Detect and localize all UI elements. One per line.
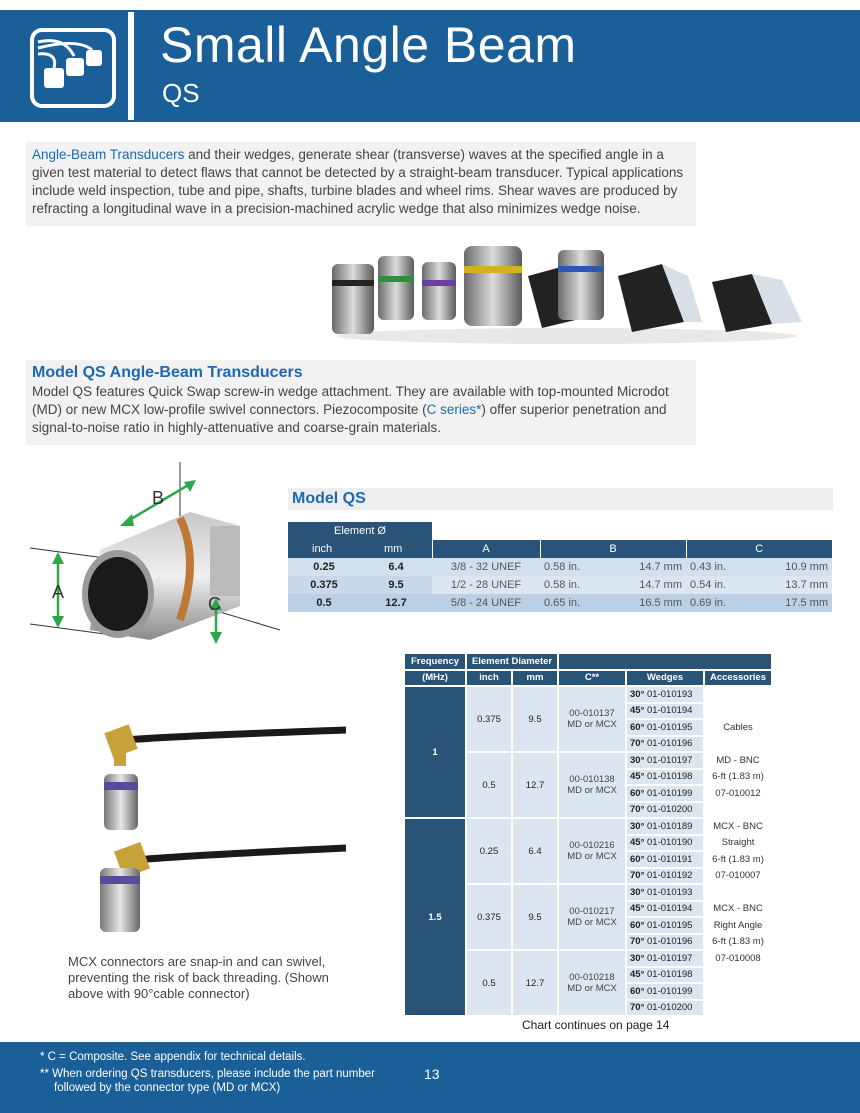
connector-type: MD or MCX [567,917,617,928]
part-number: 00-010217 [569,906,615,917]
intro-paragraph [26,142,696,226]
wedge-angle: 60° [630,985,645,997]
table-row [288,576,832,594]
cell-inch: 0.5 [467,753,511,817]
cell-c-in: 0.54 in. [686,576,754,594]
cell-wedge [627,902,703,917]
cell-wedge [627,935,703,950]
part-number: 00-010216 [569,840,615,851]
connector-type: MD or MCX [567,983,617,994]
wedge-angle: 30° [630,754,645,766]
wedge-part-number: 01-010200 [647,1002,693,1014]
cell-wedge [627,918,703,933]
wedge-angle: 45° [630,969,645,981]
cell-c-mm: 10.9 mm [754,558,832,576]
intro-highlight: Angle-Beam Transducers [32,147,185,162]
wedge-part-number: 01-010190 [647,837,693,849]
diagram-label-c: C [208,594,221,614]
cell-accessory: Straight [705,836,771,851]
header-top-band [0,0,860,10]
model-text-part-2: ) offer superior penetration and signal-to-noise ratio in highly-attenuative and coarse-grain materials. [32,402,667,435]
cell-wedge [627,951,703,966]
cell-b-mm: 14.7 mm [608,558,686,576]
element-diameter-header: Element Diameter [467,654,557,669]
wedge-angle: 45° [630,837,645,849]
wedge-angle: 45° [630,705,645,717]
model-text-part-1: Model QS features Quick Swap screw-in wedge attachment. They are available with top-mounted Microdot (MD) or new MCX low-profile swivel connectors. Piezocomposite ( [32,384,669,417]
cell-mm: 12.7 [513,753,557,817]
page-title: Small Angle Beam [160,17,577,73]
cell-accessory: 6-ft (1.83 m) [705,770,771,785]
cell-accessory: 07-010012 [705,786,771,801]
cell-part-number [559,885,625,949]
cell-part-number [559,687,625,751]
cell-accessory: 07-010008 [705,951,771,966]
cell-accessory: MD - BNC [705,753,771,768]
dimension-diagram [30,460,280,660]
part-number: 00-010138 [569,774,615,785]
connector-type: MD or MCX [567,851,617,862]
cell-mm: 6.4 [513,819,557,883]
footnote-ordering: ** When ordering QS transducers, please include the part number [40,1068,375,1080]
cell-a: 1/2 - 28 UNEF [432,576,540,594]
cell-wedge [627,1001,703,1016]
wedge-angle: 45° [630,771,645,783]
diagram-label-a: A [52,582,65,602]
cell-c-in: 0.43 in. [686,558,754,576]
mm-header: mm [513,671,557,686]
page-subtitle: QS [162,78,200,108]
table-row [288,558,832,576]
inch-header: inch [288,540,360,558]
frequency-cell: 1 [405,687,465,817]
cell-accessory: Cables [705,720,771,735]
col-c-header: C [686,540,832,558]
cell-b-mm: 14.7 mm [608,576,686,594]
cell-a: 3/8 - 32 UNEF [432,558,540,576]
cell-wedge [627,770,703,785]
cell-mm: 12.7 [513,951,557,1015]
cell-accessory [705,687,771,702]
wedge-part-number: 01-010194 [647,705,693,717]
wedge-part-number: 01-010194 [647,903,693,915]
wedge-part-number: 01-010192 [647,870,693,882]
cell-accessory: 6-ft (1.83 m) [705,852,771,867]
col-a-header: A [432,540,540,558]
wedge-part-number: 01-010197 [647,952,693,964]
intro-text: and their wedges, generate shear (transverse) waves at the specified angle in a given test material to detect flaws that cannot be detected by a straight-beam transducer. Typical applications include weld inspection, tube and pipe, shafts, turbine blades and wheel rims. Shear waves are produced by refracting a longitudinal wave in a precision-machined acrylic wedge that also minimizes wedge noise. [32,147,684,216]
cell-accessory: 07-010007 [705,869,771,884]
cell-wedge [627,720,703,735]
connector-type: MD or MCX [567,719,617,730]
wedge-part-number: 01-010193 [647,688,693,700]
cell-wedge [627,753,703,768]
cell-accessory: MCX - BNC [705,819,771,834]
wedge-angle: 45° [630,903,645,915]
model-section [26,360,696,445]
cell-wedge [627,968,703,983]
cell-part-number [559,951,625,1015]
cell-accessory [705,737,771,752]
cell-wedge [627,704,703,719]
table-row [288,594,832,612]
cell-mm: 9.5 [360,576,432,594]
cell-inch: 0.5 [288,594,360,612]
wedge-angle: 70° [630,870,645,882]
cell-inch: 0.375 [467,885,511,949]
cell-b-in: 0.65 in. [540,594,608,612]
cell-wedge [627,737,703,752]
wedge-angle: 60° [630,721,645,733]
element-diameter-header: Element Ø [288,522,432,540]
category-logo [14,12,134,120]
cell-inch: 0.375 [288,576,360,594]
cell-inch: 0.375 [467,687,511,751]
table-row [405,819,771,834]
cell-a: 5/8 - 24 UNEF [432,594,540,612]
transducer-group-icon [30,28,116,108]
cell-part-number [559,753,625,817]
table-row [405,687,771,702]
mcx-note: MCX connectors are snap-in and can swivel, preventing the risk of back threading. (Shown above with 90°cable connector) [68,954,329,1001]
model-qs-table [288,522,832,612]
footnote-composite: * C = Composite. See appendix for technical details. [40,1051,306,1063]
wedge-part-number: 01-010189 [647,820,693,832]
frequency-cell: 1.5 [405,819,465,1015]
cell-wedge [627,852,703,867]
transducer-chart [403,652,773,1017]
cell-wedge [627,984,703,999]
cell-c-in: 0.69 in. [686,594,754,612]
wedge-angle: 70° [630,936,645,948]
page-header [0,0,860,122]
wedge-part-number: 01-010193 [647,886,693,898]
cell-accessory: 6-ft (1.83 m) [705,935,771,950]
cell-inch: 0.25 [467,819,511,883]
cell-c-mm: 17.5 mm [754,594,832,612]
connector-type: MD or MCX [567,785,617,796]
part-number: 00-010137 [569,708,615,719]
cell-b-in: 0.58 in. [540,558,608,576]
cell-inch: 0.5 [467,951,511,1015]
cell-accessory [705,968,771,983]
model-heading: Model QS Angle-Beam Transducers [32,364,303,381]
cell-wedge [627,786,703,801]
product-photo [332,236,802,346]
inch-header: inch [467,671,511,686]
wedge-angle: 30° [630,886,645,898]
wedge-angle: 30° [630,820,645,832]
cell-accessory [705,984,771,999]
cell-inch: 0.25 [288,558,360,576]
chart-continues-note: Chart continues on page 14 [522,1018,670,1032]
cell-accessory [705,885,771,900]
wedge-part-number: 01-010196 [647,936,693,948]
cell-accessory [705,803,771,818]
wedge-angle: 70° [630,804,645,816]
cell-b-in: 0.58 in. [540,576,608,594]
cell-wedge [627,803,703,818]
model-highlight: C series* [426,402,482,417]
cell-wedge [627,819,703,834]
cell-accessory [705,1001,771,1016]
wedge-angle: 70° [630,1002,645,1014]
cell-b-mm: 16.5 mm [608,594,686,612]
wedge-part-number: 01-010198 [647,771,693,783]
page-number: 13 [424,1066,440,1082]
cell-mm: 9.5 [513,687,557,751]
footnote-ordering-cont: followed by the connector type (MD or MCX) [54,1082,281,1094]
cell-accessory: MCX - BNC [705,902,771,917]
wedge-angle: 70° [630,738,645,750]
cell-mm: 9.5 [513,885,557,949]
wedge-angle: 60° [630,919,645,931]
wedge-angle: 60° [630,787,645,799]
wedge-part-number: 01-010199 [647,787,693,799]
frequency-header: Frequency [405,654,465,669]
cell-wedge [627,869,703,884]
model-qs-title: Model QS [288,488,833,510]
wedge-part-number: 01-010197 [647,754,693,766]
wedge-part-number: 01-010195 [647,919,693,931]
cell-wedge [627,836,703,851]
wedge-part-number: 01-010200 [647,804,693,816]
wedge-part-number: 01-010191 [647,853,693,865]
cell-mm: 12.7 [360,594,432,612]
wedge-angle: 30° [630,688,645,700]
mcx-connector-photo [96,718,346,958]
diagram-label-b: B [152,488,165,508]
mm-header: mm [360,540,432,558]
col-b-header: B [540,540,686,558]
c-header: C** [559,671,625,686]
wedge-part-number: 01-010196 [647,738,693,750]
cell-wedge [627,885,703,900]
wedge-part-number: 01-010199 [647,985,693,997]
wedges-header: Wedges [627,671,703,686]
cell-wedge [627,687,703,702]
wedge-angle: 30° [630,952,645,964]
cell-accessory [705,704,771,719]
model-description [32,383,690,437]
cell-mm: 6.4 [360,558,432,576]
mhz-header: (MHz) [405,671,465,686]
cell-part-number [559,819,625,883]
accessories-header: Accessories [705,671,771,686]
cell-c-mm: 13.7 mm [754,576,832,594]
cell-accessory: Right Angle [705,918,771,933]
wedge-part-number: 01-010198 [647,969,693,981]
wedge-part-number: 01-010195 [647,721,693,733]
part-number: 00-010218 [569,972,615,983]
wedge-angle: 60° [630,853,645,865]
